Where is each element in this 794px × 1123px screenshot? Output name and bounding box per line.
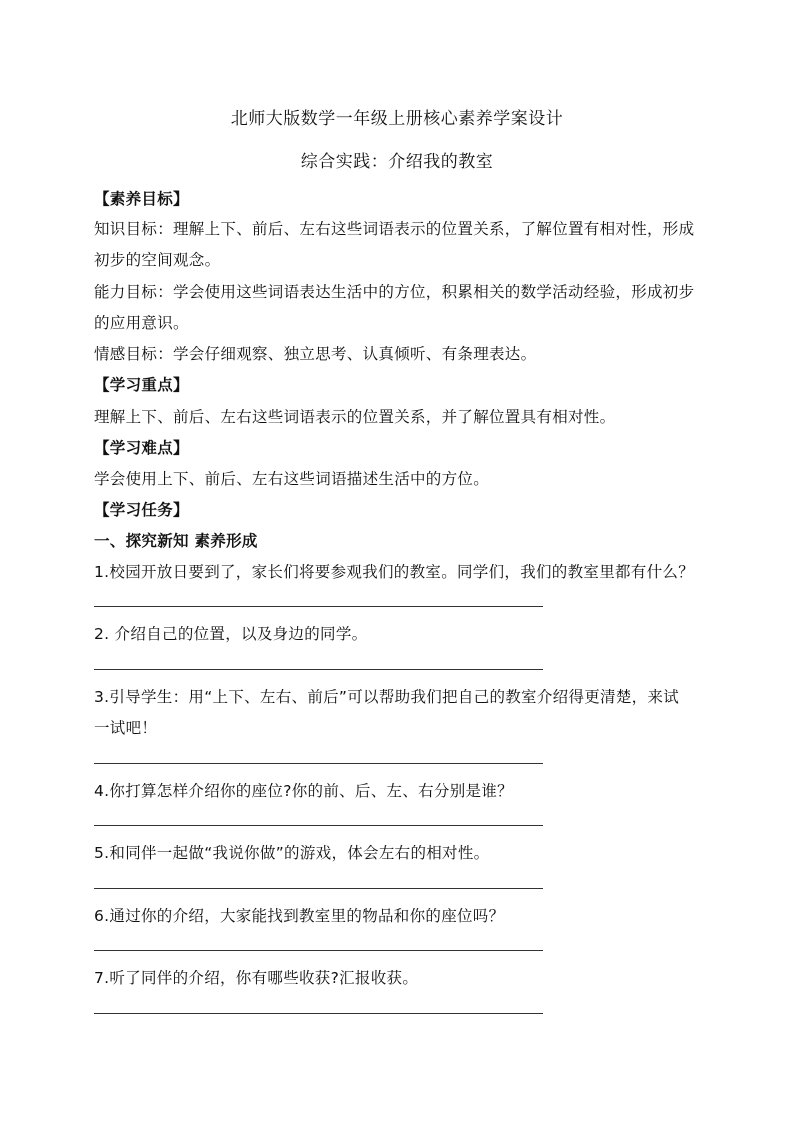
goal-ability-line-1: 能力目标：学会使用这些词语表达生活中的方位，积累相关的数学活动经验，形成初步 [94,283,695,301]
goal-knowledge-line-1: 知识目标：理解上下、前后、左右这些词语表示的位置关系，了解位置有相对性，形成 [94,220,695,238]
heading-difficulty: 【学习难点】 [94,439,189,457]
heading-focus: 【学习重点】 [94,376,189,394]
goal-emotion: 情感目标：学会仔细观察、独立思考、认真倾听、有条理表达。 [94,345,537,363]
answer-line-3 [94,763,543,764]
answer-line-4 [94,825,543,826]
question-3-line-2: 一试吧！ [94,719,158,737]
question-1: 1.校园开放日要到了，家长们将要参观我们的教室。同学们，我们的教室里都有什么？ [94,563,694,581]
answer-line-1 [94,606,543,607]
answer-line-6 [94,950,543,951]
answer-line-2 [94,669,543,670]
heading-goals: 【素养目标】 [94,190,189,208]
question-3-line-1: 3.引导学生：用“上下、左右、前后”可以帮助我们把自己的教室介绍得更清楚，来试 [94,688,680,706]
question-4: 4.你打算怎样介绍你的座位?你的前、后、左、右分别是谁？ [94,782,513,800]
document-title: 北师大版数学一年级上册核心素养学案设计 [230,109,564,129]
focus-text: 理解上下、前后、左右这些词语表示的位置关系，并了解位置具有相对性。 [94,408,616,426]
difficulty-text: 学会使用上下、前后、左右这些词语描述生活中的方位。 [94,470,490,488]
question-2: 2. 介绍自己的位置，以及身边的同学。 [94,625,368,643]
question-5: 5.和同伴一起做“我说你做”的游戏，体会左右的相对性。 [94,844,490,862]
question-6: 6.通过你的介绍，大家能找到教室里的物品和你的座位吗？ [94,907,505,925]
goal-knowledge-line-2: 初步的空间观念。 [94,251,221,269]
section-heading-1: 一、探究新知 素养形成 [94,532,258,550]
goal-ability-line-2: 的应用意识。 [94,314,189,332]
document-subtitle: 综合实践：介绍我的教室 [300,152,494,172]
heading-tasks: 【学习任务】 [94,501,189,519]
answer-line-7 [94,1013,543,1014]
answer-line-5 [94,888,543,889]
question-7: 7.听了同伴的介绍，你有哪些收获?汇报收获。 [94,969,419,987]
